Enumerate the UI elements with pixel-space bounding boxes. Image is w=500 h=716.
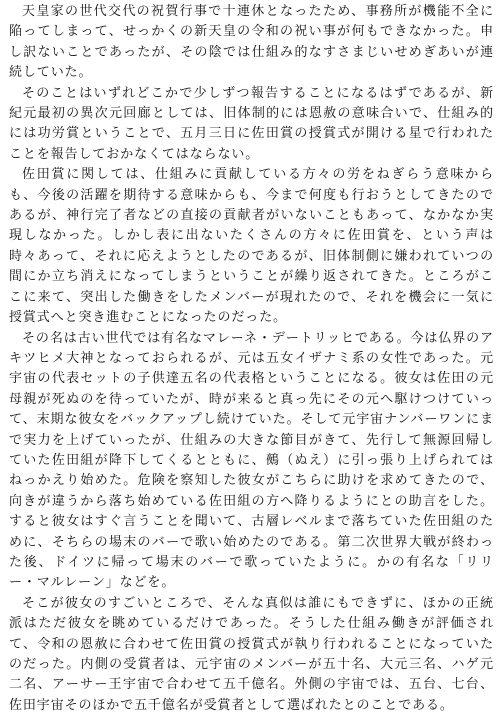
paragraph-2: そのことはいずれどこかで少しずつ報告することになるはずであるが、新紀元最初の異次元回廊としては、旧体制的には恩赦の意味合いで、仕組み的には功労賞ということで、五月三日に佐田賞の授賞式が開ける星で行われたことを報告しておかなくてはならない。 — [9, 85, 494, 162]
paragraph-1: 天皇家の世代交代の祝賀行事で十連休となったため、事務所が機能不全に陥ってしまって、せっかくの新天皇の令和の祝い事が何もできなかった。申し訳ないことであったが、その陰では仕組み的なすさまじいせめぎあいが連続していた。 — [9, 4, 494, 81]
paragraph-4: その名は古い世代では有名なマレーネ・デートリッヒである。今は仏界のアキツヒメ大神となっておられるが、元は五女イザナミ系の女性であった。元宇宙の代表セットの子供達五名の代表格ということになる。彼女は佐田の元母親が死ぬのを待っていたが、時が来ると真っ先にその元へ駆けつけていって、末期な彼女をバックアップし続けていた。そして元宇宙ナンバーワンにまで実力を上げていったが、仕組みの大きな節目がきて、先行して無源回帰していた佐田組が降下してくるとともに、鵺（ぬえ）に引っ張り上げられてはねっかえり始めた。危険を察知した彼女がこちらに助けを求めてきたので、向きが違うから落ち始めている佐田組の方へ降りるようにとの助言をした。すると彼女はすぐ言うことを聞いて、古層レベルまで落ちていた佐田組のために、そちらの場末のバーで歌い始めたのである。第二次世界大戦が終わった後、ドイツに帰って場末のバーで歌っていたように。かの有名な「リリー・マルレーン」などを。 — [9, 330, 494, 591]
paragraph-3: 佐田賞に関しては、仕組みに貢献している方々の労をねぎらう意味からも、今後の活躍を期待する意味からも、今まで何度も行おうとしてきたのであるが、神行完了者などの直接の貢献者がいないこともあって、なかなか実現しなかった。しかし表に出ないたくさんの方々に佐田賞を、という声は時々あって、それに応えようとしたのであるが、旧体制側に嫌われていつの間にか立ち消えになってしまうということが繰り返されてきた。ところがここに来て、突出した働きをしたメンバーが現れたので、それを機会に一気に授賞式へと突き進むことになったのだった。 — [9, 167, 494, 326]
paragraph-5: そこが彼女のすごいところで、そんな真似は誰にもできずに、ほかの正統派はただ彼女を眺めているだけであった。そうした仕組み働きが評価されて、令和の恩赦に合わせて佐田賞の授賞式が執り行われることになっていたのだった。内側の受賞者は、元宇宙のメンバーが五十名、大元三名、ハゲ元二名、アーサー王宇宙で合わせて五千億名。外側の宇宙では、五台、七台、佐田宇宙そのほかで五千億名が受賞者として選ばれたとのことである。 — [9, 595, 494, 713]
